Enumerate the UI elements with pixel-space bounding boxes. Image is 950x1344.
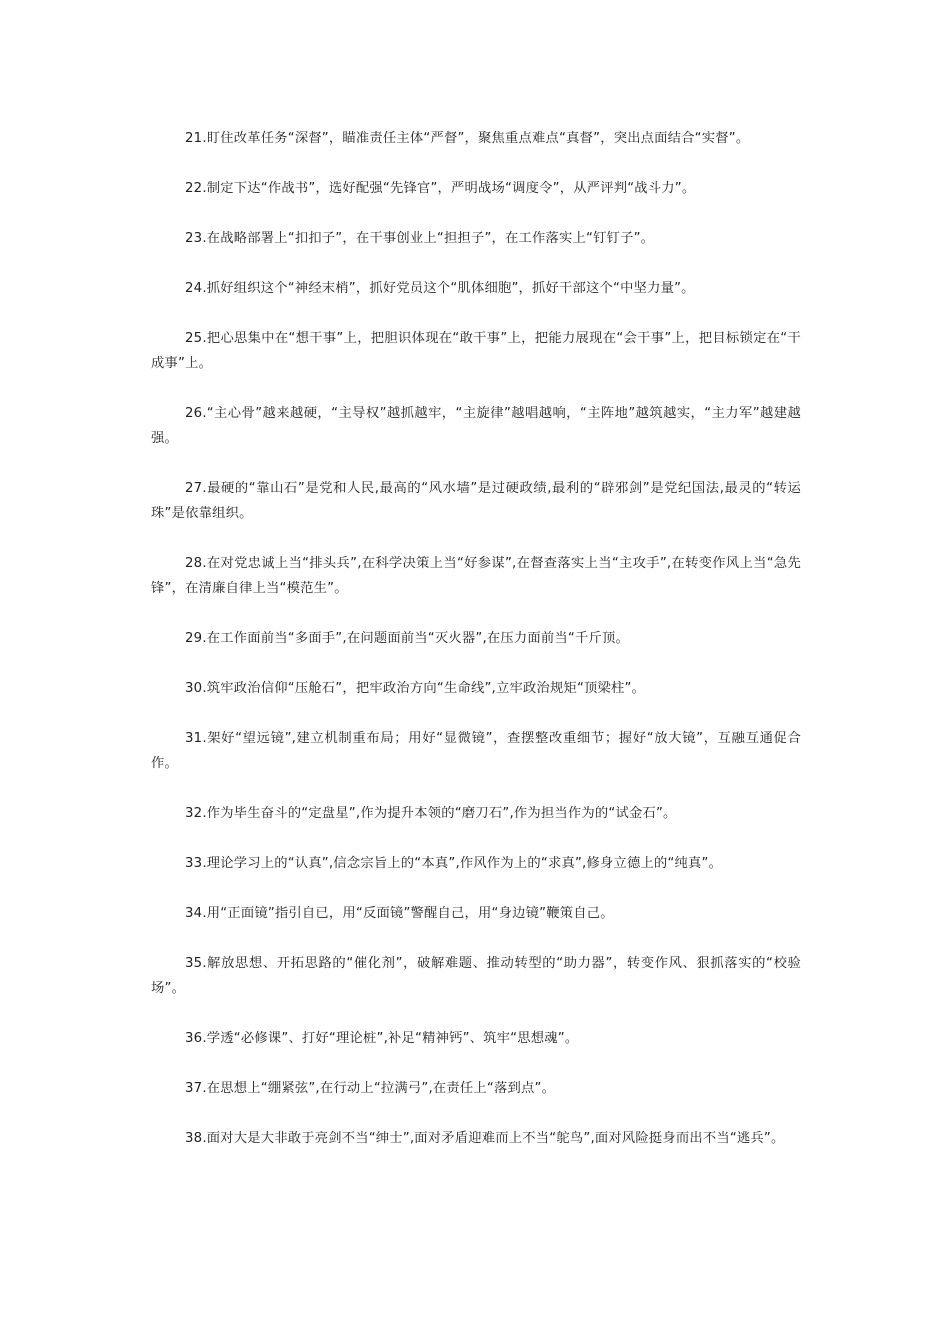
paragraph-35: 35.解放思想、开拓思路的“催化剂”，破解难题、推动转型的“助力器”，转变作风、狠抓落实的“校验场”。 [151,956,801,996]
paragraph-38: 38.面对大是大非敢于亮剑不当“绅士”,面对矛盾迎难而上不当“鸵鸟”,面对风险挺身而出不当“逃兵”。 [185,1131,785,1146]
paragraph-32: 32.作为毕生奋斗的“定盘星”,作为提升本领的“磨刀石”,作为担当作为的“试金石”。 [185,806,677,821]
paragraph-33: 33.理论学习上的“认真”,信念宗旨上的“本真”,作风作为上的“求真”,修身立德上的“纯真”。 [185,856,723,871]
paragraph-25: 25.把心思集中在“想干事”上，把胆识体现在“敢干事”上，把能力展现在“会干事”上，把目标锁定在“干成事”上。 [151,331,801,371]
paragraph-30: 30.筑牢政治信仰“压舱石”，把牢政治方向“生命线”,立牢政治规矩“顶梁柱”。 [185,681,646,696]
paragraph-36: 36.学透“必修课”、打好“理论桩”,补足“精神钙”、筑牢“思想魂”。 [185,1031,579,1046]
paragraph-28: 28.在对党忠诚上当“排头兵”,在科学决策上当“好参谋”,在督查落实上当“主攻手”,在转变作风上当“急先锋”，在清廉自律上当“模范生”。 [151,556,801,596]
document-body [151,126,801,1176]
paragraph-21: 21.盯住改革任务“深督”，瞄准责任主体“严督”，聚焦重点难点“真督”，突出点面结合“实督”。 [185,131,750,146]
paragraph-37: 37.在思想上“绷紧弦”,在行动上“拉满弓”,在责任上“落到点”。 [185,1081,556,1096]
paragraph-31: 31.架好“望远镜”,建立机制重布局；用好“显微镜”，查摆整改重细节；握好“放大镜”，互融互通促合作。 [151,731,801,771]
paragraph-22: 22.制定下达“作战书”，选好配强“先锋官”，严明战场“调度令”，从严评判“战斗力”。 [185,181,696,196]
paragraph-34: 34.用“正面镜”指引自已，用“反面镜”警醒自己，用“身边镜”鞭策自己。 [185,906,614,921]
paragraph-29: 29.在工作面前当“多面手”,在问题面前当“灭火器”,在压力面前当“千斤顶。 [185,631,629,646]
paragraph-23: 23.在战略部署上“扣扣子”，在干事创业上“担担子”，在工作落实上“钉钉子”。 [185,231,655,246]
paragraph-26: 26.“主心骨”越来越硬，“主导权”越抓越牢，“主旋律”越唱越响，“主阵地”越筑越实，“主力军”越建越强。 [151,406,801,446]
paragraph-27: 27.最硬的“靠山石”是党和人民,最高的“风水墙”是过硬政绩,最利的“辟邪剑”是党纪国法,最灵的“转运珠”是依靠组织。 [151,481,801,521]
paragraph-24: 24.抓好组织这个“神经末梢”，抓好党员这个“肌体细胞”，抓好干部这个“中坚力量”。 [185,281,695,296]
